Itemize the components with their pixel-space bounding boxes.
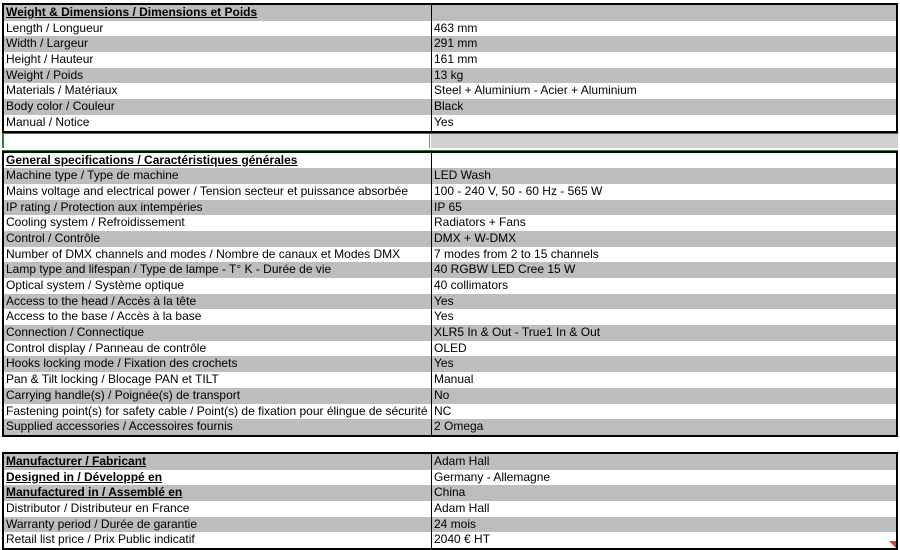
spec-label: Control display / Panneau de contrôle	[4, 341, 432, 357]
table-row[interactable]	[4, 325, 896, 341]
table-row[interactable]	[4, 419, 896, 435]
spec-value: XLR5 In & Out - True1 In & Out	[434, 325, 601, 340]
spec-label: Hooks locking mode / Fixation des crochets	[4, 356, 432, 372]
table-row[interactable]	[4, 52, 896, 68]
spec-label: IP rating / Protection aux intempéries	[4, 200, 432, 216]
table-row[interactable]	[4, 278, 896, 294]
table-row[interactable]	[4, 372, 896, 388]
spec-label: Designed in / Développé en	[4, 470, 432, 486]
table-row[interactable]	[4, 21, 896, 37]
spec-value: China	[434, 485, 466, 500]
table-row[interactable]	[4, 247, 896, 263]
spec-value: No	[434, 387, 450, 402]
table-row[interactable]	[4, 200, 896, 216]
spec-label: Supplied accessories / Accessoires fournis	[4, 419, 432, 435]
table-row[interactable]	[4, 485, 896, 501]
spec-label: Body color / Couleur	[4, 99, 432, 115]
spec-value: 161 mm	[434, 52, 478, 67]
spec-value: DMX + W-DMX	[434, 230, 517, 245]
spec-value: IP 65	[434, 199, 462, 214]
spec-value: 40 RGBW LED Cree 15 W	[434, 262, 576, 277]
spec-value: 7 modes from 2 to 15 channels	[434, 246, 599, 261]
table-row[interactable]	[4, 501, 896, 517]
spec-label: Fastening point(s) for safety cable / Point(s) de fixation pour élingue de sécurité	[4, 404, 432, 420]
section-header-row[interactable]	[4, 153, 896, 169]
spec-sheet	[2, 0, 898, 550]
table-row[interactable]	[4, 83, 896, 99]
table-row[interactable]	[4, 115, 896, 131]
spec-value: 463 mm	[434, 20, 478, 35]
spec-value: Black	[434, 99, 464, 114]
spec-value: Yes	[434, 309, 454, 324]
spec-value: Adam Hall	[434, 500, 490, 515]
selected-empty-row[interactable]	[2, 133, 898, 151]
spec-value: 13 kg	[434, 67, 464, 82]
spec-value: Yes	[434, 356, 454, 371]
table-row[interactable]	[4, 454, 896, 470]
table-row[interactable]	[4, 36, 896, 52]
spec-value: Adam Hall	[434, 453, 490, 468]
spec-value: Yes	[434, 293, 454, 308]
spec-label: Materials / Matériaux	[4, 83, 432, 99]
spec-value: LED Wash	[434, 168, 491, 183]
spec-label: Lamp type and lifespan / Type de lampe - T° K - Durée de vie	[4, 262, 432, 278]
spec-label: Width / Largeur	[4, 36, 432, 52]
spec-label: Pan & Tilt locking / Blocage PAN et TILT	[4, 372, 432, 388]
spec-label: Carrying handle(s) / Poignée(s) de transport	[4, 388, 432, 404]
table-row[interactable]	[4, 388, 896, 404]
spec-label: Access to the base / Accès à la base	[4, 309, 432, 325]
spec-label: Manual / Notice	[4, 115, 432, 131]
spec-value: OLED	[434, 340, 467, 355]
table-row[interactable]	[4, 168, 896, 184]
table-row[interactable]	[4, 404, 896, 420]
spec-label: Manufactured in / Assemblé en	[4, 485, 432, 501]
table-row[interactable]	[4, 231, 896, 247]
spec-label: Manufacturer / Fabricant	[4, 454, 432, 470]
spec-value: 40 collimators	[434, 278, 509, 292]
table-row[interactable]	[4, 215, 896, 231]
spec-label: Optical system / Système optique	[4, 278, 432, 294]
section-manufacturer	[2, 452, 898, 550]
spec-label: Length / Longueur	[4, 21, 432, 37]
spec-value: NC	[434, 403, 452, 418]
section-general-specs	[2, 151, 898, 437]
spec-label: Retail list price / Prix Public indicatif	[4, 532, 432, 548]
table-row[interactable]	[4, 294, 896, 310]
table-row[interactable]	[4, 309, 896, 325]
table-row[interactable]	[4, 517, 896, 533]
section-dimensions	[2, 3, 898, 133]
spec-label: Height / Hauteur	[4, 52, 432, 68]
spec-label: Number of DMX channels and modes / Nombre de canaux et Modes DMX	[4, 247, 432, 263]
spec-label: Connection / Connectique	[4, 325, 432, 341]
table-row[interactable]	[4, 68, 896, 84]
spec-value: 24 mois	[434, 516, 477, 531]
table-row[interactable]	[4, 184, 896, 200]
table-row[interactable]	[4, 532, 896, 548]
section-header-row[interactable]	[4, 5, 896, 21]
spec-value: 291 mm	[434, 36, 478, 51]
section-header: Weight & Dimensions / Dimensions et Poids	[4, 5, 432, 21]
spec-value: 2 Omega	[434, 419, 484, 434]
spec-value: 2040 € HT	[434, 532, 491, 547]
table-row[interactable]	[4, 470, 896, 486]
spec-label: Machine type / Type de machine	[4, 168, 432, 184]
table-row[interactable]	[4, 341, 896, 357]
spec-value: 100 - 240 V, 50 - 60 Hz - 565 W	[434, 183, 603, 198]
spec-label: Access to the head / Accès à la tête	[4, 294, 432, 310]
table-row[interactable]	[4, 99, 896, 115]
spec-label: Cooling system / Refroidissement	[4, 215, 432, 231]
spec-value: Manual	[434, 372, 474, 387]
table-row[interactable]	[4, 262, 896, 278]
spec-value: Radiators + Fans	[434, 215, 526, 230]
section-header: General specifications / Caractéristiques générales	[4, 153, 432, 169]
spec-label: Control / Contrôle	[4, 231, 432, 247]
spec-value: Yes	[434, 114, 454, 129]
spec-label: Warranty period / Durée de garantie	[4, 517, 432, 533]
spec-label: Distributor / Distributeur en France	[4, 501, 432, 517]
table-row[interactable]	[4, 356, 896, 372]
spec-label: Mains voltage and electrical power / Tension secteur et puissance absorbée	[4, 184, 432, 200]
spec-value: Steel + Aluminium - Acier + Aluminium	[434, 83, 637, 98]
spec-value: Germany - Allemagne	[434, 469, 551, 484]
spec-label: Weight / Poids	[4, 68, 432, 84]
